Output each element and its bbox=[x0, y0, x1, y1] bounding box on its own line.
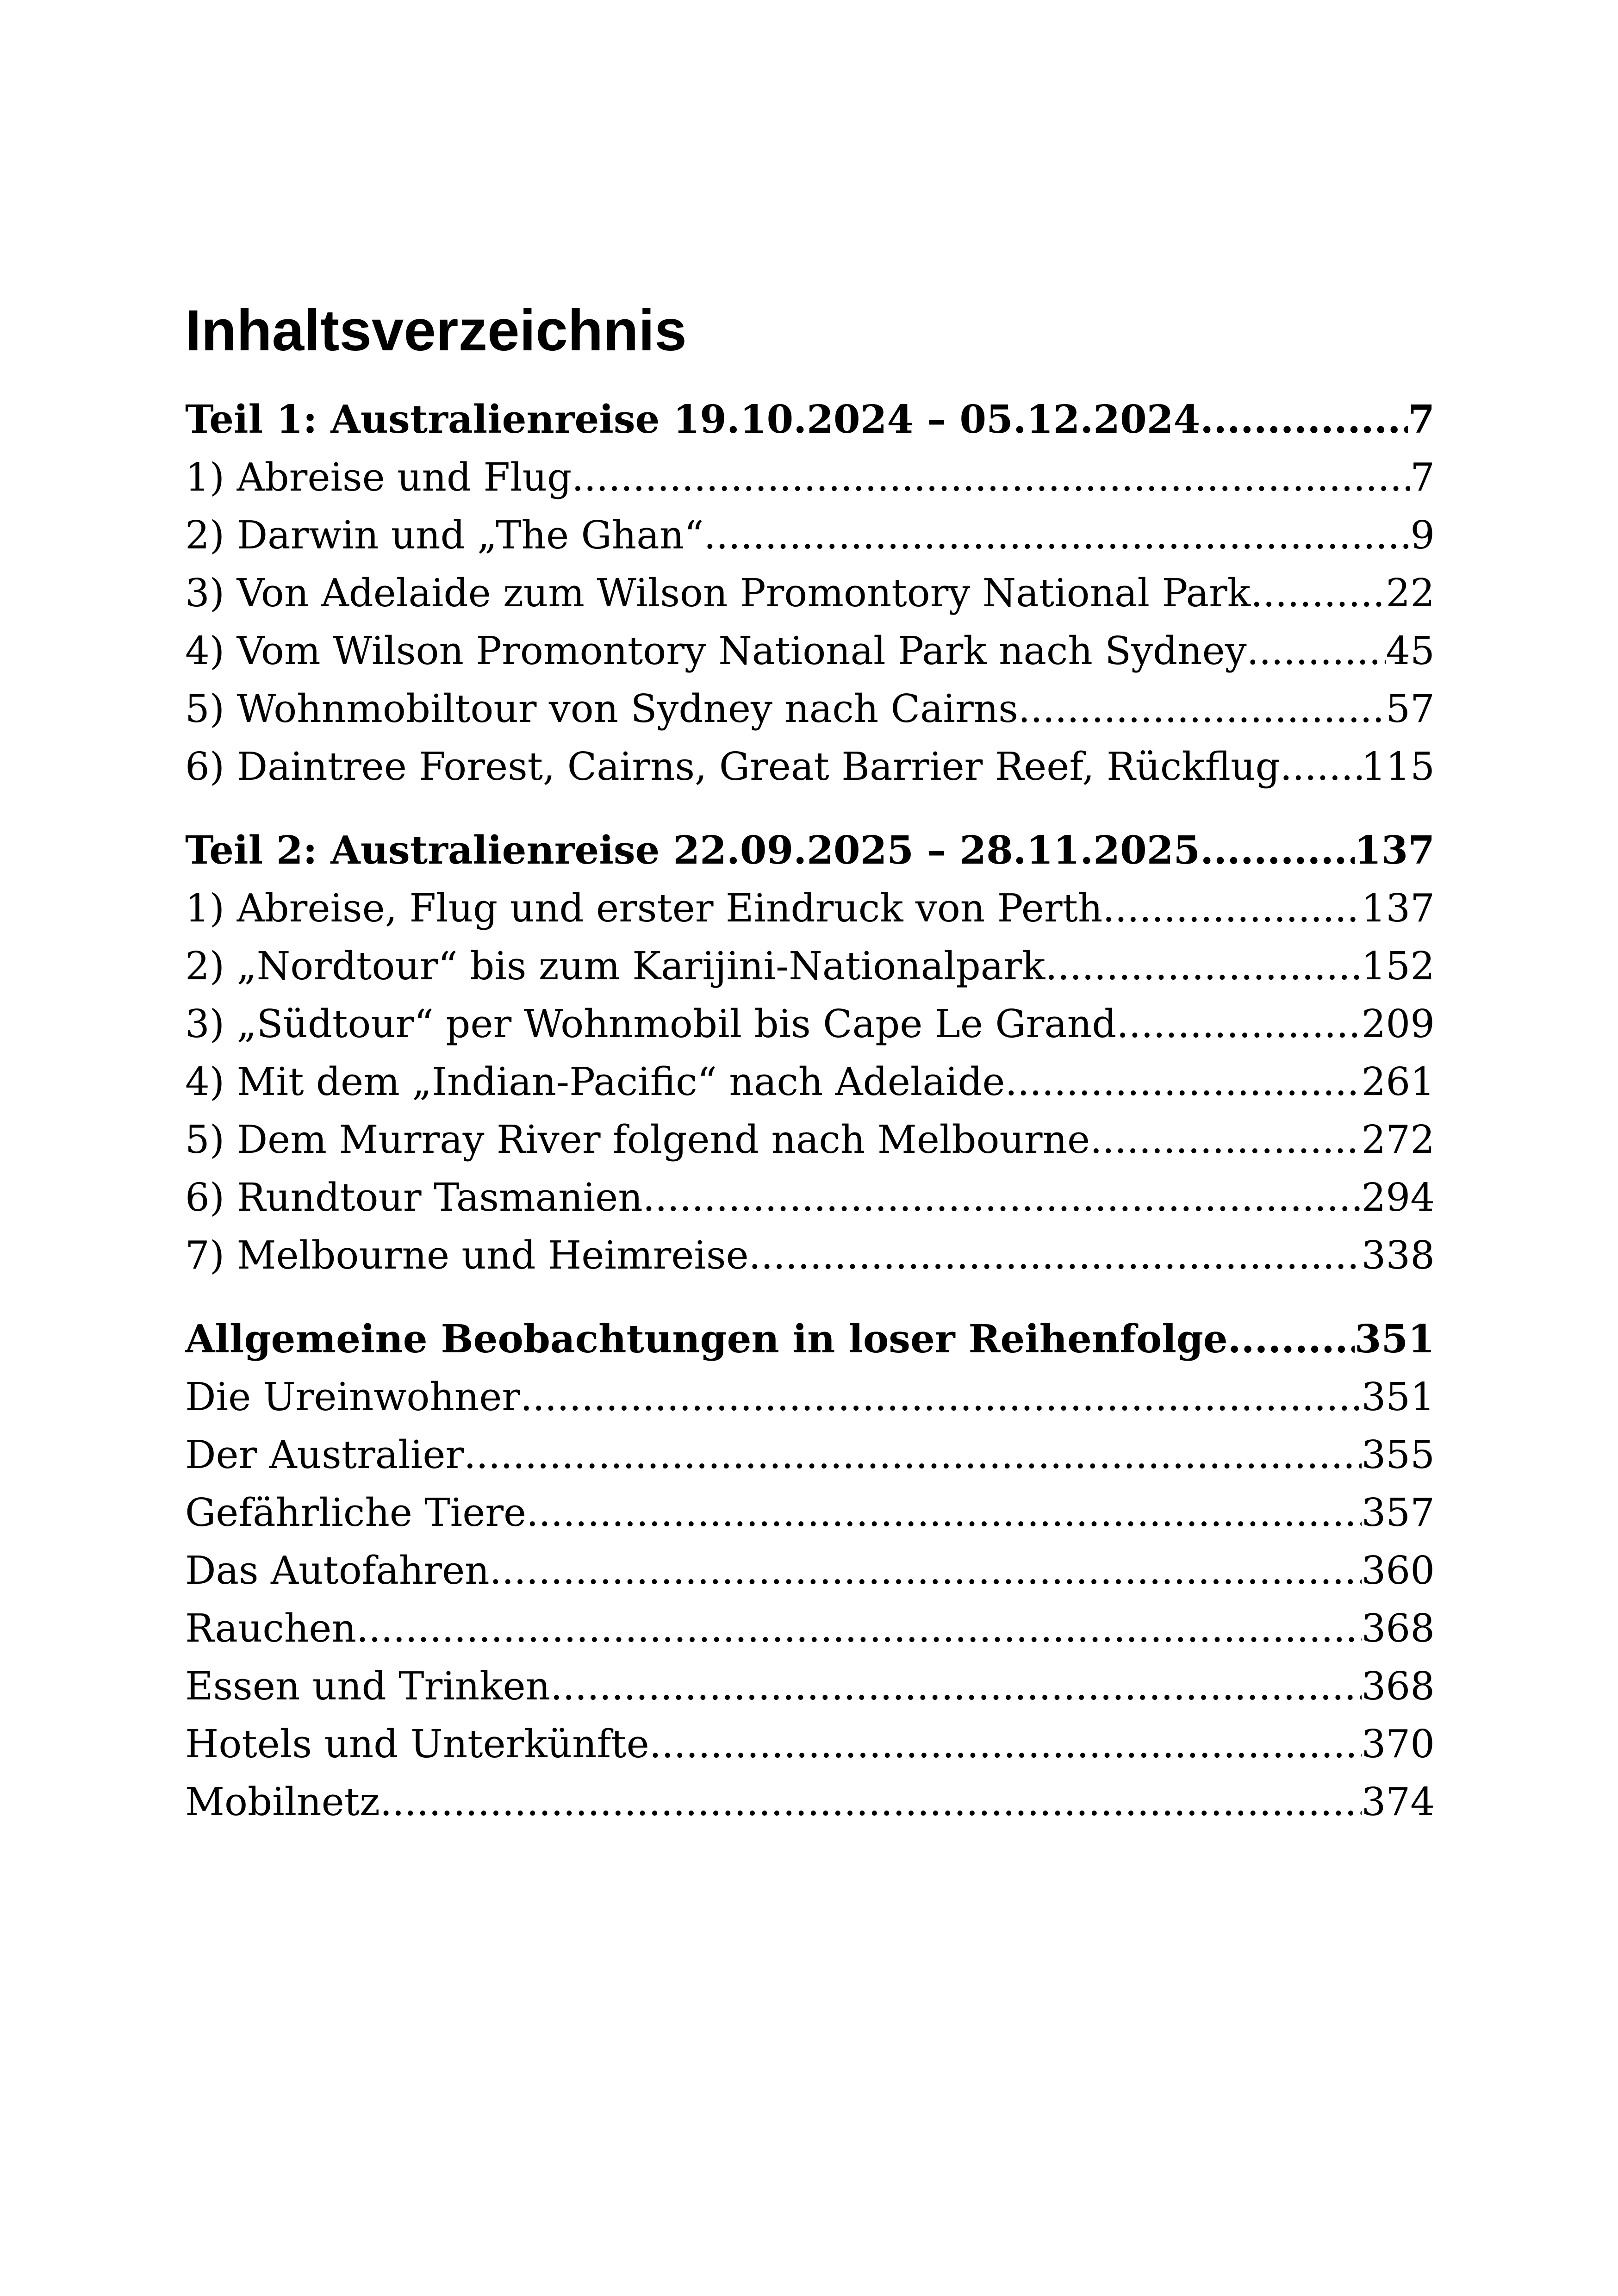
dot-leader bbox=[1090, 1111, 1361, 1169]
toc-entry-text: 4) Mit dem „Indian-Pacific“ nach Adelaide bbox=[185, 1059, 1005, 1104]
toc-entry-page-number: 152 bbox=[1361, 944, 1435, 989]
dot-leader bbox=[1251, 564, 1386, 622]
toc-section-heading-page-number: 351 bbox=[1354, 1316, 1435, 1362]
toc-entry[interactable] bbox=[185, 1368, 1435, 1426]
toc-entry-text: 2) „Nordtour“ bis zum Karijini-Nationalpark bbox=[185, 944, 1045, 989]
toc-entry-page-number: 272 bbox=[1361, 1117, 1435, 1162]
toc-entry-page-number: 368 bbox=[1361, 1664, 1435, 1709]
toc-entry-page-number: 374 bbox=[1361, 1780, 1435, 1824]
toc-entry-text: 5) Dem Murray River folgend nach Melbourne bbox=[185, 1117, 1090, 1162]
toc-section bbox=[185, 821, 1435, 1284]
dot-leader bbox=[572, 448, 1410, 506]
toc-entry[interactable] bbox=[185, 1053, 1435, 1111]
toc-entry[interactable] bbox=[185, 738, 1435, 796]
toc-entry-text: 3) Von Adelaide zum Wilson Promontory National Park bbox=[185, 571, 1251, 616]
toc-entry[interactable] bbox=[185, 995, 1435, 1053]
toc-entry-text: 7) Melbourne und Heimreise bbox=[185, 1233, 749, 1278]
dot-leader bbox=[1102, 879, 1361, 937]
toc-entry-page-number: 357 bbox=[1361, 1490, 1435, 1535]
toc-entry-page-number: 209 bbox=[1361, 1002, 1435, 1046]
toc-entry-page-number: 360 bbox=[1361, 1548, 1435, 1593]
table-of-contents bbox=[185, 296, 1435, 1857]
toc-entry-page-number: 22 bbox=[1386, 571, 1435, 616]
toc-section-heading-page-number: 7 bbox=[1408, 397, 1435, 442]
toc-entry-text: Rauchen bbox=[185, 1606, 356, 1651]
toc-section-heading[interactable] bbox=[185, 821, 1435, 879]
toc-entry[interactable] bbox=[185, 1773, 1435, 1831]
dot-leader bbox=[520, 1368, 1362, 1426]
toc-entry[interactable] bbox=[185, 1657, 1435, 1715]
toc-entry-page-number: 57 bbox=[1386, 686, 1435, 731]
toc-sections bbox=[185, 391, 1435, 1831]
toc-section-heading[interactable] bbox=[185, 1310, 1435, 1368]
toc-entry[interactable] bbox=[185, 1226, 1435, 1284]
toc-entry-text: Essen und Trinken bbox=[185, 1664, 551, 1709]
dot-leader bbox=[356, 1599, 1362, 1657]
toc-entry[interactable] bbox=[185, 564, 1435, 622]
toc-entry-page-number: 115 bbox=[1361, 744, 1435, 789]
toc-entry-text: 5) Wohnmobiltour von Sydney nach Cairns bbox=[185, 686, 1018, 731]
toc-entry-text: 1) Abreise, Flug und erster Eindruck von Perth bbox=[185, 886, 1103, 931]
toc-entry-page-number: 355 bbox=[1361, 1432, 1435, 1477]
toc-entry-page-number: 45 bbox=[1386, 628, 1435, 673]
toc-entry-page-number: 368 bbox=[1361, 1606, 1435, 1651]
toc-entry[interactable] bbox=[185, 1484, 1435, 1542]
dot-leader bbox=[704, 506, 1411, 564]
dot-leader bbox=[1200, 821, 1355, 879]
dot-leader bbox=[550, 1657, 1362, 1715]
dot-leader bbox=[1200, 391, 1408, 448]
dot-leader bbox=[643, 1169, 1362, 1226]
dot-leader bbox=[526, 1484, 1361, 1542]
toc-entry-page-number: 261 bbox=[1361, 1059, 1435, 1104]
dot-leader bbox=[490, 1542, 1362, 1599]
toc-entry-text: Der Australier bbox=[185, 1432, 464, 1477]
dot-leader bbox=[749, 1226, 1362, 1284]
toc-entry[interactable] bbox=[185, 506, 1435, 564]
toc-entry[interactable] bbox=[185, 448, 1435, 506]
dot-leader bbox=[1045, 937, 1361, 995]
toc-section-heading-text: Teil 2: Australienreise 22.09.2025 – 28.11.2025 bbox=[185, 828, 1201, 873]
dot-leader bbox=[464, 1426, 1361, 1484]
toc-section bbox=[185, 1310, 1435, 1831]
toc-entry-text: Gefährliche Tiere bbox=[185, 1490, 527, 1535]
toc-entry-text: Die Ureinwohner bbox=[185, 1375, 521, 1419]
toc-entry[interactable] bbox=[185, 1169, 1435, 1226]
toc-section-heading-text: Teil 1: Australienreise 19.10.2024 – 05.12.2024 bbox=[185, 397, 1201, 442]
toc-section-heading-page-number: 137 bbox=[1354, 828, 1435, 873]
toc-entry-text: 3) „Südtour“ per Wohnmobil bis Cape Le Grand bbox=[185, 1002, 1117, 1046]
toc-entry[interactable] bbox=[185, 1599, 1435, 1657]
toc-entry-text: Hotels und Unterkünfte bbox=[185, 1722, 649, 1767]
toc-entry-page-number: 351 bbox=[1361, 1375, 1435, 1419]
toc-entry-text: 6) Rundtour Tasmanien bbox=[185, 1175, 643, 1220]
toc-entry-page-number: 370 bbox=[1361, 1722, 1435, 1767]
toc-entry[interactable] bbox=[185, 622, 1435, 680]
toc-entry[interactable] bbox=[185, 937, 1435, 995]
toc-entry[interactable] bbox=[185, 680, 1435, 738]
toc-entry[interactable] bbox=[185, 1426, 1435, 1484]
toc-entry-page-number: 7 bbox=[1410, 455, 1435, 500]
dot-leader bbox=[1247, 622, 1386, 680]
toc-entry-page-number: 137 bbox=[1361, 886, 1435, 931]
toc-entry-page-number: 338 bbox=[1361, 1233, 1435, 1278]
toc-entry-text: Mobilnetz bbox=[185, 1780, 380, 1824]
toc-section bbox=[185, 391, 1435, 796]
dot-leader bbox=[1018, 680, 1386, 738]
toc-entry[interactable] bbox=[185, 1715, 1435, 1773]
dot-leader bbox=[1005, 1053, 1362, 1111]
toc-entry-text: 4) Vom Wilson Promontory National Park nach Sydney bbox=[185, 628, 1247, 673]
toc-entry-text: 1) Abreise und Flug bbox=[185, 455, 572, 500]
toc-section-heading-text: Allgemeine Beobachtungen in loser Reihenfolge bbox=[185, 1316, 1228, 1362]
toc-entry[interactable] bbox=[185, 1542, 1435, 1599]
dot-leader bbox=[1280, 738, 1362, 796]
toc-entry-page-number: 9 bbox=[1410, 513, 1435, 558]
dot-leader bbox=[1116, 995, 1361, 1053]
toc-entry-text: 6) Daintree Forest, Cairns, Great Barrier Reef, Rückflug bbox=[185, 744, 1280, 789]
dot-leader bbox=[380, 1773, 1362, 1831]
toc-entry-text: 2) Darwin und „The Ghan“ bbox=[185, 513, 704, 558]
toc-entry-page-number: 294 bbox=[1361, 1175, 1435, 1220]
dot-leader bbox=[1228, 1310, 1355, 1368]
dot-leader bbox=[649, 1715, 1362, 1773]
toc-entry[interactable] bbox=[185, 879, 1435, 937]
page-title: Inhaltsverzeichnis bbox=[185, 299, 687, 363]
toc-section-heading[interactable] bbox=[185, 391, 1435, 448]
toc-entry[interactable] bbox=[185, 1111, 1435, 1169]
toc-entry-text: Das Autofahren bbox=[185, 1548, 490, 1593]
